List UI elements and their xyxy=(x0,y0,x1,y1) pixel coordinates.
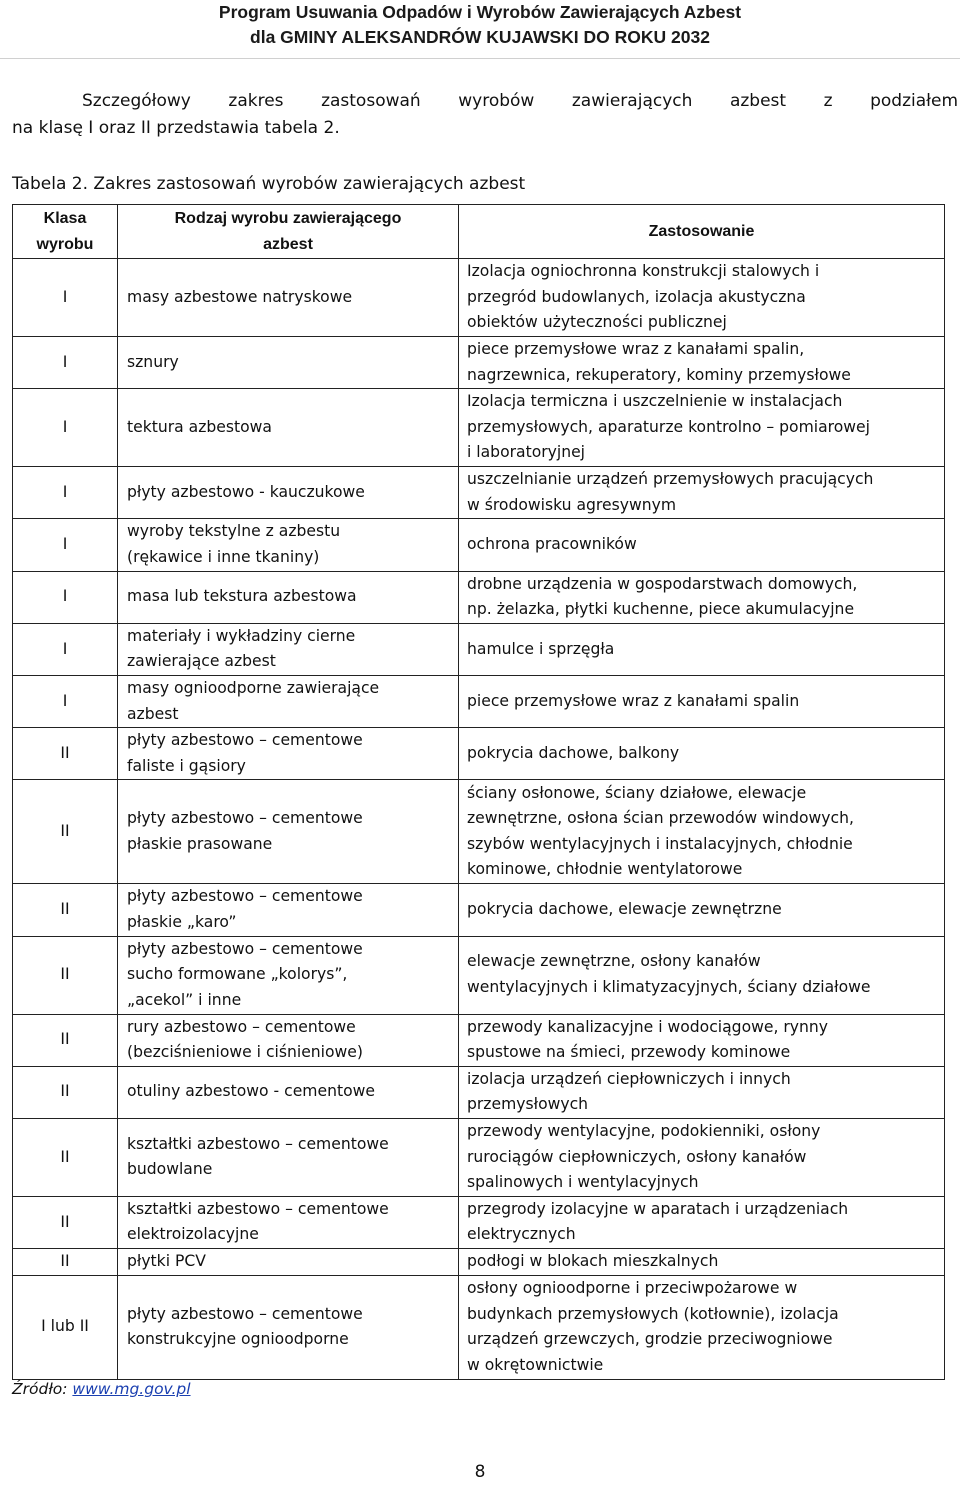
cell-rodzaj xyxy=(118,623,459,675)
cell-zastosowanie-line: w okrętownictwie xyxy=(467,1355,604,1374)
cell-klasa: II xyxy=(13,1066,118,1118)
cell-zastosowanie-line: elektrycznych xyxy=(467,1225,576,1244)
cell-zastosowanie-line: pokrycia dachowe, balkony xyxy=(467,743,680,762)
cell-zastosowanie-line: np. żelazka, płytki kuchenne, piece akumulacyjne xyxy=(467,600,855,619)
cell-rodzaj-line: płyty azbestowo – cementowe xyxy=(127,809,363,828)
cell-zastosowanie xyxy=(459,623,945,675)
page-number: 8 xyxy=(474,1462,486,1482)
cell-zastosowanie-line: nagrzewnica, rekuperatory, kominy przemysłowe xyxy=(467,365,851,384)
cell-rodzaj-line: konstrukcyjne ognioodporne xyxy=(127,1330,349,1349)
table-row xyxy=(13,1196,945,1248)
cell-rodzaj xyxy=(118,780,459,884)
cell-rodzaj-line: masa lub tekstura azbestowa xyxy=(127,587,357,606)
cell-klasa: II xyxy=(13,1196,118,1248)
cell-zastosowanie-line: wentylacyjnych i klimatyzacyjnych, ściany działowe xyxy=(467,978,871,996)
cell-klasa: I xyxy=(13,259,118,337)
cell-rodzaj xyxy=(118,519,459,571)
cell-rodzaj xyxy=(118,1066,459,1118)
cell-rodzaj-line: sznury xyxy=(127,352,179,371)
intro-paragraph xyxy=(12,88,958,142)
cell-zastosowanie-line: drobne urządzenia w gospodarstwach domowych, xyxy=(467,574,858,593)
cell-zastosowanie-line: ochrona pracowników xyxy=(467,535,637,554)
cell-rodzaj-line: płytki PCV xyxy=(127,1252,206,1271)
header-rodzaj-line: azbest xyxy=(263,235,313,253)
cell-klasa: I xyxy=(13,337,118,389)
cell-rodzaj-line: otuliny azbestowo - cementowe xyxy=(127,1082,375,1101)
cell-rodzaj-line: płyty azbestowo – cementowe xyxy=(127,731,363,750)
header-rodzaj-line: Rodzaj wyrobu zawierającego xyxy=(174,209,402,227)
table-row xyxy=(13,936,945,1014)
cell-rodzaj xyxy=(118,1014,459,1066)
cell-zastosowanie-line: elewacje zewnętrzne, osłony kanałów xyxy=(467,952,761,971)
cell-zastosowanie-line: budynkach przemysłowych (kotłownie), izolacja xyxy=(467,1304,839,1323)
table-row xyxy=(13,519,945,571)
table-row xyxy=(13,780,945,884)
cell-klasa: I xyxy=(13,623,118,675)
cell-zastosowanie-line: pokrycia dachowe, elewacje zewnętrzne xyxy=(467,900,782,919)
cell-zastosowanie-line: urządzeń grzewczych, grodzie przeciwogniowe xyxy=(467,1330,833,1349)
cell-zastosowanie xyxy=(459,780,945,884)
cell-rodzaj-line: (bezciśnieniowe i ciśnieniowe) xyxy=(127,1043,363,1062)
cell-klasa: I lub II xyxy=(13,1275,118,1379)
cell-zastosowanie-line: piece przemysłowe wraz z kanałami spalin xyxy=(467,691,800,710)
cell-zastosowanie-line: kominowe, chłodnie wentylatorowe xyxy=(467,860,743,879)
cell-zastosowanie xyxy=(459,1249,945,1276)
cell-zastosowanie-line: przemysłowych xyxy=(467,1095,589,1114)
cell-zastosowanie-line: podłogi w blokach mieszkalnych xyxy=(467,1252,719,1271)
cell-klasa: II xyxy=(13,1014,118,1066)
cell-rodzaj-line: materiały i wykładziny cierne xyxy=(127,626,356,645)
cell-klasa: I xyxy=(13,571,118,623)
cell-rodzaj-line: wyroby tekstylne z azbestu xyxy=(127,522,341,541)
cell-rodzaj-line: zawierające azbest xyxy=(127,652,276,671)
table-row xyxy=(13,259,945,337)
cell-rodzaj xyxy=(118,884,459,936)
cell-zastosowanie-line: szybów wentylacyjnych i instalacyjnych, chłodnie xyxy=(467,834,853,853)
cell-klasa: II xyxy=(13,1249,118,1276)
cell-klasa: II xyxy=(13,884,118,936)
table-body xyxy=(13,259,945,1380)
header-rodzaj xyxy=(118,205,459,259)
cell-zastosowanie-line: ściany osłonowe, ściany działowe, elewacje xyxy=(467,783,807,802)
cell-rodzaj xyxy=(118,1118,459,1196)
cell-zastosowanie xyxy=(459,1014,945,1066)
cell-rodzaj-line: płaskie „karo” xyxy=(127,912,237,931)
cell-zastosowanie-line: obiektów użyteczności publicznej xyxy=(467,313,727,332)
cell-zastosowanie xyxy=(459,259,945,337)
cell-zastosowanie xyxy=(459,519,945,571)
cell-zastosowanie-line: spustowe na śmieci, przewody kominowe xyxy=(467,1043,791,1062)
cell-rodzaj-line: budowlane xyxy=(127,1160,213,1179)
cell-zastosowanie xyxy=(459,936,945,1014)
cell-rodzaj-line: kształtki azbestowo – cementowe xyxy=(127,1134,389,1153)
cell-rodzaj xyxy=(118,728,459,780)
table-row xyxy=(13,389,945,467)
cell-klasa: II xyxy=(13,1118,118,1196)
cell-zastosowanie-line: uszczelnianie urządzeń przemysłowych pracujących xyxy=(467,470,874,489)
cell-rodzaj-line: płyty azbestowo – cementowe xyxy=(127,1304,363,1323)
cell-klasa: I xyxy=(13,467,118,519)
cell-zastosowanie-line: przewody kanalizacyjne i wodociągowe, rynny xyxy=(467,1017,829,1036)
cell-rodzaj-line: rury azbestowo – cementowe xyxy=(127,1017,356,1036)
header-klasa-line: Klasa xyxy=(43,209,87,227)
cell-zastosowanie-line: i laboratoryjnej xyxy=(467,443,586,462)
cell-rodzaj-line: płyty azbestowo – cementowe xyxy=(127,887,363,906)
cell-zastosowanie-line: zewnętrzne, osłona ścian przewodów windowych, xyxy=(467,809,854,828)
cell-rodzaj xyxy=(118,467,459,519)
document-header xyxy=(0,0,960,59)
cell-rodzaj-line: azbest xyxy=(127,704,179,723)
header-zastosowanie: Zastosowanie xyxy=(459,205,945,259)
cell-zastosowanie xyxy=(459,337,945,389)
table-row xyxy=(13,1249,945,1276)
cell-rodzaj xyxy=(118,1275,459,1379)
cell-klasa: II xyxy=(13,780,118,884)
cell-rodzaj-line: masy ognioodporne zawierające xyxy=(127,678,380,697)
cell-klasa: II xyxy=(13,728,118,780)
header-klasa xyxy=(13,205,118,259)
cell-zastosowanie xyxy=(459,1196,945,1248)
cell-zastosowanie-line: rurociągów ciepłowniczych, osłony kanałów xyxy=(467,1147,807,1166)
cell-rodzaj xyxy=(118,571,459,623)
cell-zastosowanie-line: przegród budowlanych, izolacja akustyczna xyxy=(467,287,806,306)
cell-klasa: I xyxy=(13,389,118,467)
table-row xyxy=(13,1275,945,1379)
cell-zastosowanie-line: osłony ognioodporne i przeciwpożarowe w xyxy=(467,1278,798,1297)
table-row xyxy=(13,571,945,623)
cell-rodzaj-line: płyty azbestowo – cementowe xyxy=(127,939,363,958)
cell-rodzaj xyxy=(118,337,459,389)
intro-line-2: na klasę I oraz II przedstawia tabela 2. xyxy=(12,118,340,138)
cell-rodzaj xyxy=(118,259,459,337)
table-row xyxy=(13,1066,945,1118)
cell-rodzaj-line: tektura azbestowa xyxy=(127,417,272,436)
cell-zastosowanie xyxy=(459,675,945,727)
intro-line-1: Szczegółowy zakres zastosowań wyrobów zawierających azbest z podziałem xyxy=(82,91,958,111)
cell-zastosowanie-line: hamulce i sprzęgła xyxy=(467,639,615,658)
cell-zastosowanie xyxy=(459,571,945,623)
cell-rodzaj-line: „acekol” i inne xyxy=(127,990,242,1009)
cell-zastosowanie-line: przewody wentylacyjne, podokienniki, osłony xyxy=(467,1121,821,1140)
cell-zastosowanie xyxy=(459,728,945,780)
cell-zastosowanie-line: Izolacja termiczna i uszczelnienie w instalacjach xyxy=(467,392,843,411)
header-title-line2: dla GMINY ALEKSANDRÓW KUJAWSKI DO ROKU 2032 xyxy=(250,27,710,47)
cell-klasa: I xyxy=(13,675,118,727)
cell-rodzaj-line: masy azbestowe natryskowe xyxy=(127,287,353,306)
cell-zastosowanie-line: Izolacja ogniochronna konstrukcji stalowych i xyxy=(467,262,820,281)
cell-zastosowanie-line: w środowisku agresywnym xyxy=(467,495,677,514)
cell-zastosowanie-line: izolacja urządzeń ciepłowniczych i innych xyxy=(467,1069,791,1088)
cell-zastosowanie-line: spalinowych i wentylacyjnych xyxy=(467,1173,699,1192)
cell-zastosowanie xyxy=(459,389,945,467)
cell-zastosowanie-line: piece przemysłowe wraz z kanałami spalin, xyxy=(467,340,805,358)
table-row xyxy=(13,467,945,519)
asbestos-applications-table xyxy=(12,204,945,1380)
cell-rodzaj xyxy=(118,389,459,467)
cell-rodzaj-line: sucho formowane „kolorys”, xyxy=(127,965,348,984)
table-header-row xyxy=(13,205,945,259)
cell-klasa: I xyxy=(13,519,118,571)
table-row xyxy=(13,1014,945,1066)
table-row xyxy=(13,1118,945,1196)
cell-klasa: II xyxy=(13,936,118,1014)
cell-rodzaj-line: elektroizolacyjne xyxy=(127,1225,259,1244)
cell-rodzaj-line: płyty azbestowo - kauczukowe xyxy=(127,482,365,501)
source-label: Źródło: xyxy=(12,1380,73,1398)
cell-zastosowanie-line: przegrody izolacyjne w aparatach i urządzeniach xyxy=(467,1199,849,1218)
cell-rodzaj-line: kształtki azbestowo – cementowe xyxy=(127,1199,389,1218)
cell-rodzaj xyxy=(118,936,459,1014)
table-row xyxy=(13,623,945,675)
table-row xyxy=(13,884,945,936)
table-row xyxy=(13,675,945,727)
source-link[interactable]: www.mg.gov.pl xyxy=(72,1380,191,1398)
cell-zastosowanie xyxy=(459,1275,945,1379)
cell-rodzaj-line: faliste i gąsiory xyxy=(127,756,246,775)
cell-zastosowanie xyxy=(459,467,945,519)
cell-zastosowanie xyxy=(459,884,945,936)
table-row xyxy=(13,728,945,780)
cell-zastosowanie xyxy=(459,1118,945,1196)
header-klasa-line: wyrobu xyxy=(36,235,94,253)
cell-zastosowanie xyxy=(459,1066,945,1118)
table-row xyxy=(13,337,945,389)
cell-rodzaj xyxy=(118,1249,459,1276)
cell-rodzaj xyxy=(118,1196,459,1248)
cell-zastosowanie-line: przemysłowych, aparaturze kontrolno – pomiarowej xyxy=(467,417,870,436)
table-caption: Tabela 2. Zakres zastosowań wyrobów zawierających azbest xyxy=(12,174,526,194)
header-title-line1: Program Usuwania Odpadów i Wyrobów Zawierających Azbest xyxy=(218,2,742,22)
cell-rodzaj xyxy=(118,675,459,727)
cell-rodzaj-line: płaskie prasowane xyxy=(127,834,273,853)
cell-rodzaj-line: (rękawice i inne tkaniny) xyxy=(127,547,320,566)
source-note xyxy=(12,1380,191,1398)
